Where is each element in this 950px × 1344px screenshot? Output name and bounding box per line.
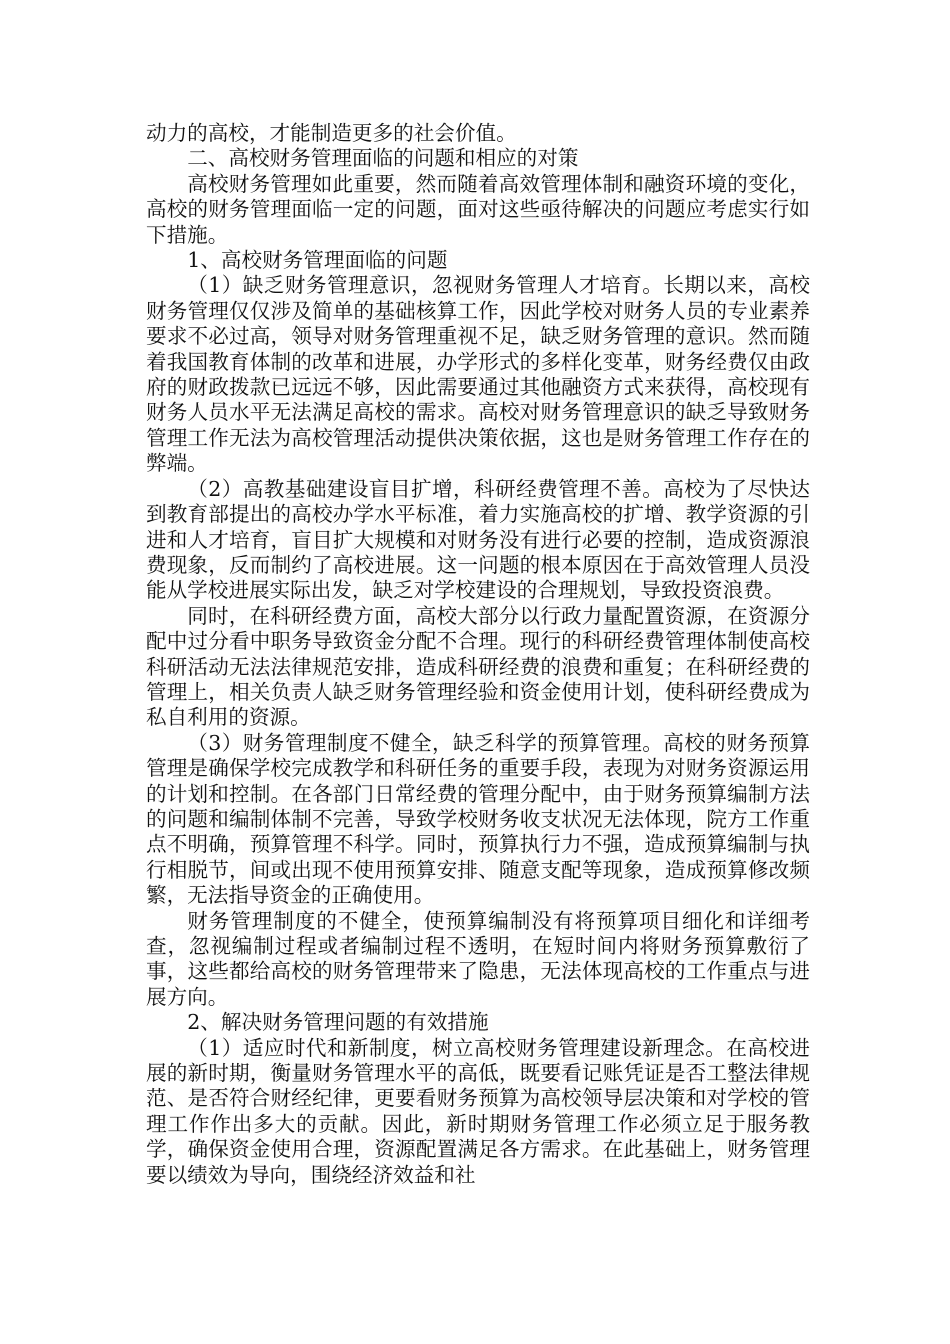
subsection-heading-problems: 1、高校财务管理面临的问题 xyxy=(187,248,448,273)
paragraph-section-2-intro: 高校财务管理如此重要，然而随着高效管理体制和融资环境的变化，高校的财务管理面临一定的问题，面对这些亟待解决的问题应考虑实行如下措施。 xyxy=(146,171,810,247)
paragraph-problem-1: （1）缺乏财务管理意识，忽视财务管理人才培育。长期以来，高校财务管理仅仅涉及简单的基础核算工作，因此学校对财务人员的专业素养要求不必过高，领导对财务管理重视不足，缺乏财务管理的意识。然而随着我国教育体制的改革和进展，办学形式的多样化变革，财务经费仅由政府的财政拨款已远远不够，因此需要通过其他融资方式来获得，高校现有财务人员水平无法满足高校的需求。高校对财务管理意识的缺乏导致财务管理工作无法为高校管理活动提供决策依据，这也是财务管理工作存在的弊端。 xyxy=(146,273,810,476)
paragraph-measure-1: （1）适应时代和新制度，树立高校财务管理建设新理念。在高校进展的新时期，衡量财务管理水平的高低，既要看记账凭证是否工整法律规范、是否符合财经纪律，更要看财务预算为高校领导层决策和对学校的管理工作作出多大的贡献。因此，新时期财务管理工作必须立足于服务教学，确保资金使用合理，资源配置满足各方需求。在此基础上，财务管理要以绩效为导向，围绕经济效益和社 xyxy=(146,1035,810,1187)
paragraph-problem-2: （2）高教基础建设盲目扩增，科研经费管理不善。高校为了尽快达到教育部提出的高校办学水平标准，着力实施高校的扩增、教学资源的引进和人才培育，盲目扩大规模和对财务没有进行必要的控制，造成资源浪费现象，反而制约了高校进展。这一问题的根本原因在于高效管理人员没能从学校进展实际出发，缺乏对学校建设的合理规划，导致投资浪费。 xyxy=(146,476,810,603)
paragraph-budget-system: 财务管理制度的不健全，使预算编制没有将预算项目细化和详细考查，忽视编制过程或者编制过程不透明，在短时间内将财务预算敷衍了事，这些都给高校的财务管理带来了隐患，无法体现高校的工作重点与进展方向。 xyxy=(146,908,810,1009)
subsection-heading-measures: 2、解决财务管理问题的有效措施 xyxy=(187,1010,489,1035)
paragraph-intro-tail: 动力的高校，才能制造更多的社会价值。 xyxy=(146,121,517,145)
paragraph-problem-3: （3）财务管理制度不健全，缺乏科学的预算管理。高校的财务预算管理是确保学校完成教学和科研任务的重要手段，表现为对财务资源运用的计划和控制。在各部门日常经费的管理分配中，由于财务预算编制方法的问题和编制体制不完善，导致学校财务收支状况无法体现，院方工作重点不明确，预算管理不科学。同时，预算执行力不强，造成预算编制与执行相脱节，间或出现不使用预算安排、随意支配等现象，造成预算修改频繁，无法指导资金的正确使用。 xyxy=(146,730,810,908)
paragraph-research-funding: 同时，在科研经费方面，高校大部分以行政力量配置资源，在资源分配中过分看中职务导致资金分配不合理。现行的科研经费管理体制使高校科研活动无法法律规范安排，造成科研经费的浪费和重复；在科研经费的管理上，相关负责人缺乏财务管理经验和资金使用计划，使科研经费成为私自利用的资源。 xyxy=(146,603,810,730)
document-body xyxy=(146,121,810,1188)
section-heading-2: 二、高校财务管理面临的问题和相应的对策 xyxy=(187,146,579,171)
